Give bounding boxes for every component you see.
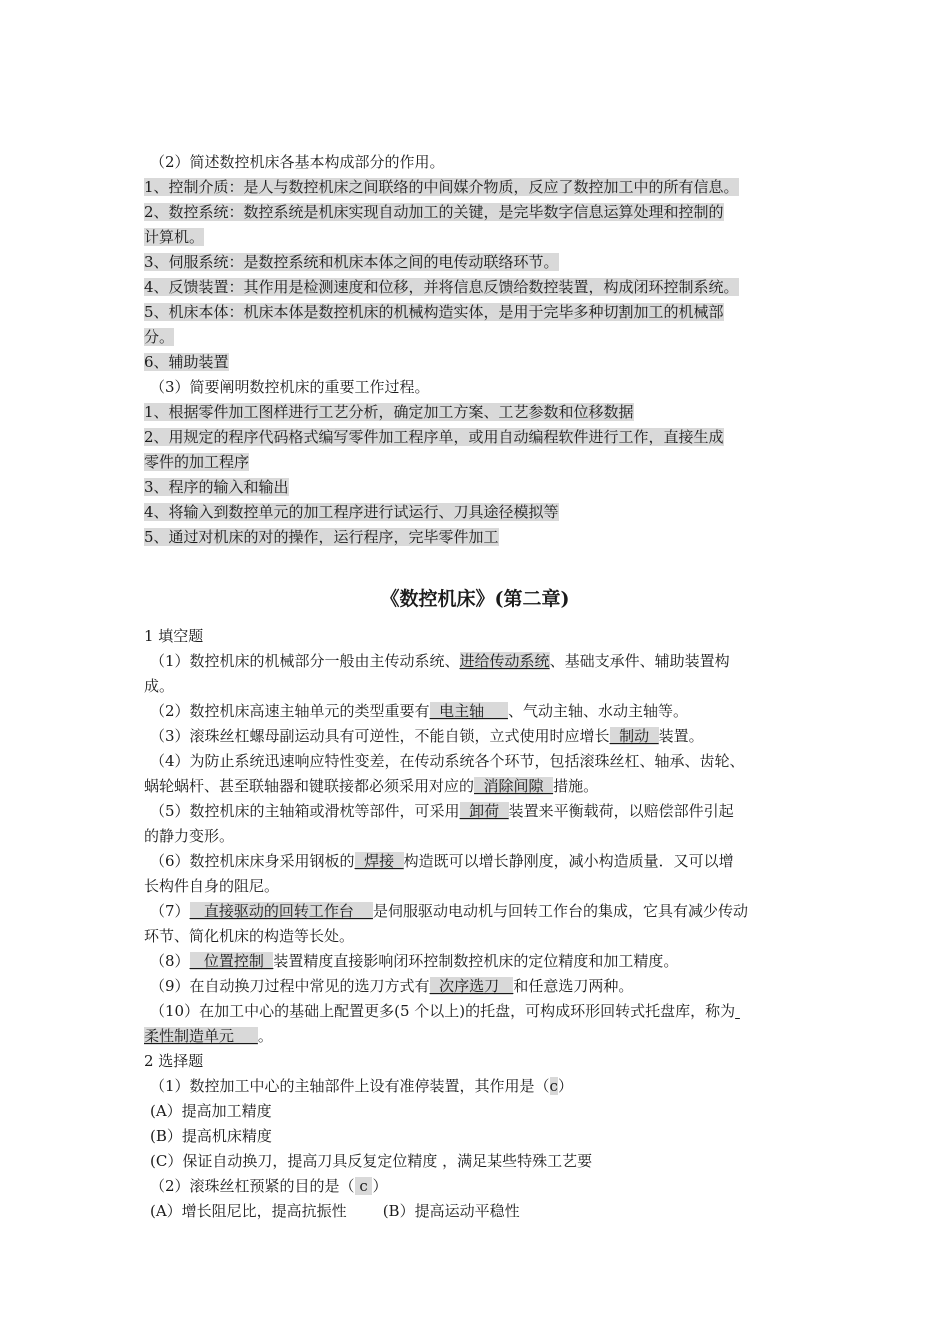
answer-line: 分。 [144,328,175,346]
choice-option-a: (A）提高加工精度 [150,1102,272,1120]
choice-question-1: （1）数控加工中心的主轴部件上设有准停装置，其作用是（c） [150,1077,573,1095]
choice-option-a: (A）增长阻尼比，提高抗振性 [150,1202,347,1220]
fill-question-10-cont: 柔性制造单元 。 [144,1027,273,1045]
answer-line: 6、辅助装置 [144,353,229,371]
question-3-heading: （3）简要阐明数控机床的重要工作过程。 [150,378,430,396]
answer-blank: c [354,1177,373,1195]
fill-question-6-cont: 长构件自身的阻尼。 [144,877,280,895]
section-label-choice: 2 选择题 [144,1052,204,1070]
answer-blank: 次序选刀 [429,977,514,995]
answer-line: 5、通过对机床的对的操作，运行程序，完毕零件加工 [144,528,499,546]
answer-line: 2、用规定的程序代码格式编写零件加工程序单，或用自动编程软件进行工作，直接生成 [144,428,724,446]
answer-blank: 进给传动系统 [459,652,550,670]
fill-question-9: （9）在自动换刀过程中常见的选刀方式有 次序选刀 和任意选刀两种。 [150,977,634,995]
fill-question-3: （3）滚珠丝杠螺母副运动具有可逆性，不能自锁，立式使用时应增长 制动 装置。 [150,727,704,745]
choice-question-2: （2）滚珠丝杠预紧的目的是（ c ） [150,1177,388,1195]
fill-question-2: （2）数控机床高速主轴单元的类型重要有 电主轴 、气动主轴、水动主轴等。 [150,702,688,720]
answer-line: 4、反馈装置：其作用是检测速度和位移，并将信息反馈给数控装置，构成闭环控制系统。 [144,278,739,296]
fill-question-5-cont: 的静力变形。 [144,827,235,845]
fill-question-1-cont: 成。 [144,677,175,695]
answer-blank: 消除间隙 [474,777,554,795]
fill-question-1: （1）数控机床的机械部分一般由主传动系统、进给传动系统、基础支承件、辅助装置构 [150,652,730,670]
answer-blank: 直接驱动的回转工作台 [189,902,373,920]
fill-question-6: （6）数控机床床身采用钢板的 焊接 构造既可以增长静刚度，减小构造质量．又可以增 [150,852,734,870]
answer-blank: 焊接 [354,852,404,870]
answer-line: 4、将输入到数控单元的加工程序进行试运行、刀具途径模拟等 [144,503,559,521]
choice-options-row [150,1199,520,1223]
answer-line: 3、伺服系统：是数控系统和机床本体之间的电传动联络环节。 [144,253,559,271]
answer-line: 1、根据零件加工图样进行工艺分析，确定加工方案、工艺参数和位移数据 [144,403,634,421]
answer-blank: 柔性制造单元 [144,1027,258,1045]
answer-line: 2、数控系统：数控系统是机床实现自动加工的关键，是完毕数字信息运算处理和控制的 [144,203,724,221]
answer-blank: c [549,1077,558,1095]
answer-blank: 位置控制 [189,952,274,970]
fill-question-7: （7） 直接驱动的回转工作台 是伺服驱动电动机与回转工作台的集成，它具有减少传动 [150,902,748,920]
choice-option-b: (B）提高机床精度 [150,1127,272,1145]
fill-question-4: （4）为防止系统迅速响应特性变差，在传动系统各个环节，包括滚珠丝杠、轴承、齿轮、 [150,752,745,770]
answer-line: 5、机床本体：机床本体是数控机床的机械构造实体，是用于完毕多种切割加工的机械部 [144,303,724,321]
answer-blank: 卸荷 [459,802,509,820]
answer-blank: 制动 [609,727,659,745]
chapter-title: 《数控机床》(第二章) [380,588,570,610]
fill-question-7-cont: 环节、简化机床的构造等长处。 [144,927,355,945]
answer-line: 3、程序的输入和输出 [144,478,289,496]
fill-question-8: （8） 位置控制 装置精度直接影响闭环控制数控机床的定位精度和加工精度。 [150,952,679,970]
fill-question-5: （5）数控机床的主轴箱或滑枕等部件，可采用 卸荷 装置来平衡载荷，以赔偿部件引起 [150,802,734,820]
answer-line: 1、控制介质：是人与数控机床之间联络的中间媒介物质，反应了数控加工中的所有信息。 [144,178,739,196]
answer-line: 计算机。 [144,228,205,246]
fill-question-10: （10）在加工中心的基础上配置更多(5 个以上)的托盘，可构成环形回转式托盘库，称为 [150,1002,736,1020]
fill-question-4-cont: 蜗轮蜗杆、甚至联轴器和键联接都必须采用对应的 消除间隙 措施。 [144,777,599,795]
question-2-heading: （2）简述数控机床各基本构成部分的作用。 [150,153,445,171]
choice-option-b: (B）提高运动平稳性 [382,1202,520,1220]
section-label-fill: 1 填空题 [144,627,204,645]
choice-option-c: (C）保证自动换刀，提高刀具反复定位精度 ，满足某些特殊工艺要 [150,1152,593,1170]
answer-line: 零件的加工程序 [144,453,250,471]
answer-blank: 电主轴 [429,702,508,720]
